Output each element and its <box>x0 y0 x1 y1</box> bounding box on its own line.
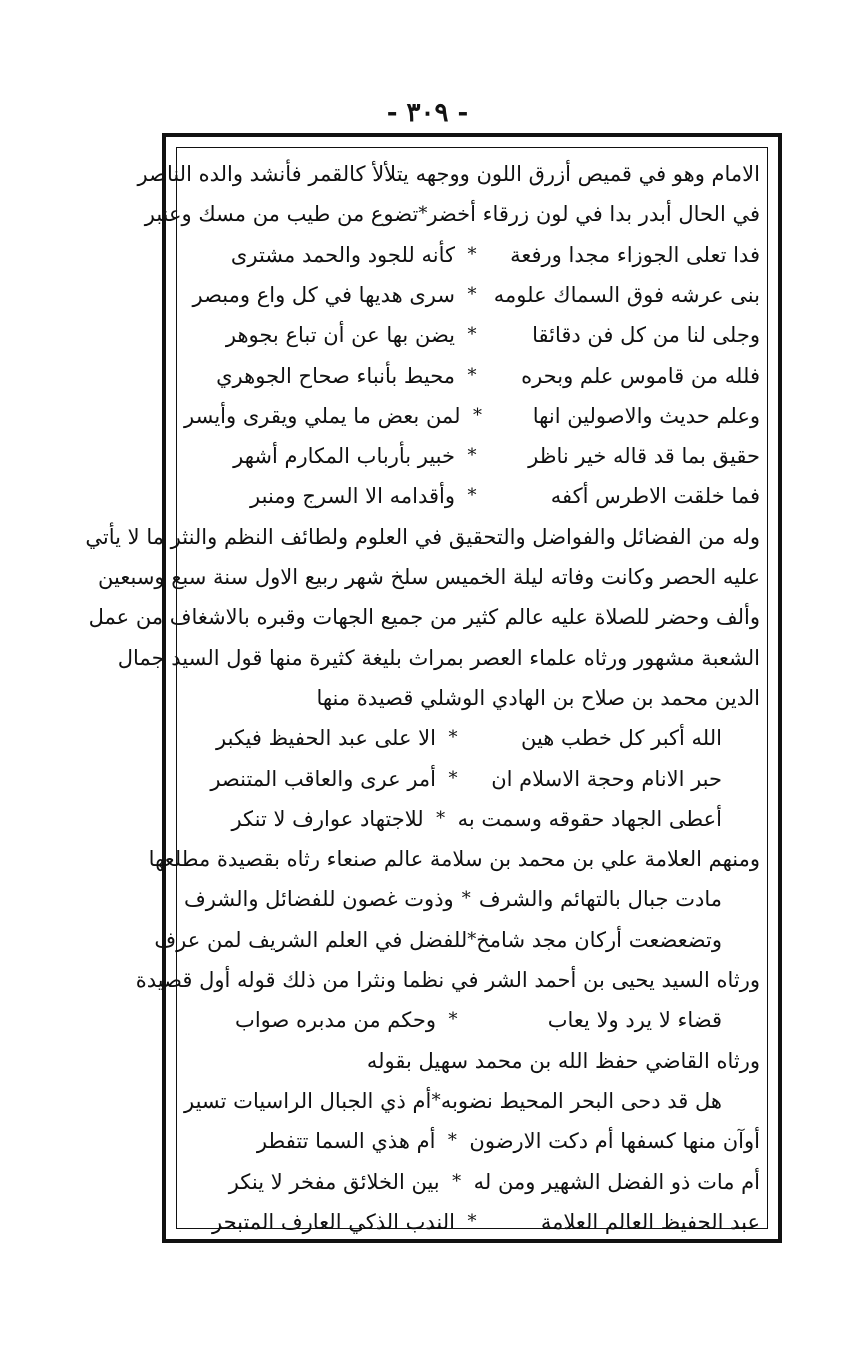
verse-line <box>184 473 760 519</box>
verse-separator: * <box>431 1089 441 1111</box>
verse-first-hemistich: أوآن منها كسفها أم دكت الارضون <box>469 1129 760 1154</box>
verse-separator: * <box>447 1130 457 1152</box>
verse-separator: * <box>467 243 477 265</box>
verse-second-hemistich: بين الخلائق مفخر لا ينكر <box>228 1169 440 1194</box>
verse-separator: * <box>467 485 477 507</box>
verse-first-hemistich: حقيق بما قد قاله خير ناظر <box>528 444 760 469</box>
verse-second-hemistich: وأقدامه الا السرج ومنبر <box>250 484 455 509</box>
prose-line: الدين محمد بن صلاح بن الهادي الوشلي قصيدة منها <box>316 685 760 710</box>
verse-second-hemistich: للاجتهاد عوارف لا تنكر <box>231 806 424 831</box>
page-number: - ٣٠٩ - <box>386 98 469 128</box>
verse-line <box>144 191 760 237</box>
verse-first-hemistich: هل قد دحى البحر المحيط نضوبه <box>440 1088 722 1113</box>
verse-separator: * <box>436 807 446 829</box>
verse-line <box>184 433 760 479</box>
verse-separator: * <box>467 1210 477 1232</box>
verse-first-hemistich: عبد الحفيظ العالم العلامة <box>540 1209 760 1234</box>
verse-second-hemistich: وذوت غصون للفضائل والشرف <box>184 887 454 912</box>
verse-second-hemistich: سرى هديها في كل واع ومبصر <box>192 282 455 307</box>
prose-line: الشعبة مشهور ورثاه علماء العصر بمراث بليغة كثيرة منها قول السيد جمال <box>117 645 760 670</box>
verse-second-hemistich: تضوع من طيب من مسك وعنبر <box>144 202 419 227</box>
verse-line <box>184 1199 760 1245</box>
prose-line: وألف وحضر للصلاة عليه عالم كثير من جميع الجهات وقبره بالاشغاف من عمل <box>88 605 760 630</box>
verse-line <box>184 393 760 439</box>
verse-second-hemistich: محيط بأنباء صحاح الجوهري <box>216 363 455 388</box>
verse-separator: * <box>452 1170 462 1192</box>
prose-line: الامام وهو في قميص أزرق اللون ووجهه يتلألأ كالقمر فأنشد والده الناصر <box>137 162 760 186</box>
verse-first-hemistich: بنى عرشه فوق السماك علومه <box>493 282 760 307</box>
verse-separator: * <box>467 364 477 386</box>
verse-first-hemistich: قضاء لا يرد ولا يعاب <box>547 1008 722 1033</box>
verse-line <box>184 876 760 922</box>
prose-line: ورثاه السيد يحيى بن أحمد الشر في نظما ونثرا من ذلك قوله أول قصيدة <box>135 968 760 992</box>
prose-line: عليه الحصر وكانت وفاته ليلة الخميس سلخ شهر ربيع الاول سنة سبع وسبعين <box>98 565 760 589</box>
verse-line <box>154 917 760 963</box>
verse-separator: * <box>467 283 477 305</box>
verse-second-hemistich: أم هذي السما تتفطر <box>256 1129 436 1154</box>
verse-second-hemistich: كأنه للجود والحمد مشترى <box>230 242 455 267</box>
verse-first-hemistich: مادت جبال بالتهائم والشرف <box>478 887 722 912</box>
verse-line <box>184 997 760 1043</box>
verse-line <box>184 272 760 318</box>
text-frame <box>85 133 782 1243</box>
verse-first-hemistich: حبر الانام وحجة الاسلام ان <box>491 766 722 791</box>
verse-line <box>184 1078 760 1124</box>
verse-first-hemistich: فدا تعلى الجوزاء مجدا ورفعة <box>510 242 760 267</box>
verse-line <box>184 756 760 802</box>
prose-line: وله من الفضائل والفواضل والتحقيق في العلوم ولطائف النظم والنثر ما لا يأتي <box>85 524 760 549</box>
verse-second-hemistich: لمن بعض ما يملي ويقرى وأيسر <box>184 403 461 428</box>
verse-second-hemistich: الندب الذكي العارف المتبحر <box>211 1209 455 1234</box>
verse-separator: * <box>448 727 458 749</box>
verse-separator: * <box>448 1009 458 1031</box>
verse-first-hemistich: فلله من قاموس علم وبحره <box>521 363 760 388</box>
verse-line <box>184 312 760 358</box>
verse-second-hemistich: أمر عرى والعاقب المتنصر <box>210 766 436 791</box>
verse-first-hemistich: أم مات ذو الفضل الشهير ومن له <box>473 1169 760 1194</box>
verse-first-hemistich: أعطى الجهاد حقوقه وسمت به <box>457 806 722 831</box>
verse-line <box>184 1159 760 1205</box>
prose-line: ورثاه القاضي حفظ الله بن محمد سهيل بقوله <box>366 1048 760 1073</box>
verse-line <box>184 1118 760 1164</box>
verse-first-hemistich: الله أكبر كل خطب هين <box>520 726 722 751</box>
verse-separator: * <box>461 888 471 910</box>
verse-separator: * <box>448 767 458 789</box>
verse-second-hemistich: الا على عبد الحفيظ فيكبر <box>216 726 436 751</box>
verse-second-hemistich: أم ذي الجبال الراسيات تسير <box>184 1088 432 1113</box>
verse-second-hemistich: يضن بها عن أن تباع بجوهر <box>225 323 455 348</box>
verse-line <box>184 796 760 842</box>
verse-first-hemistich: وجلى لنا من كل فن دقائقا <box>532 323 760 348</box>
verse-separator: * <box>467 445 477 467</box>
verse-first-hemistich: وتضعضعت أركان مجد شامخ <box>476 927 722 952</box>
verse-separator: * <box>472 404 482 426</box>
verse-separator: * <box>418 203 428 225</box>
verse-separator: * <box>467 324 477 346</box>
verse-second-hemistich: وحكم من مدبره صواب <box>235 1008 436 1033</box>
verse-first-hemistich: وعلم حديث والاصولين انها <box>532 403 760 428</box>
verse-line <box>184 232 760 278</box>
prose-line: ومنهم العلامة علي بن محمد بن سلامة عالم صنعاء رثاه بقصيدة مطلعها <box>148 847 760 872</box>
verse-second-hemistich: للفضل في العلم الشريف لمن عرف <box>154 927 468 952</box>
verse-first-hemistich: في الحال أبدر بدا في لون زرقاء أخضر <box>427 202 760 227</box>
verse-line <box>184 715 760 761</box>
verse-second-hemistich: خبير بأرباب المكارم أشهر <box>233 444 455 469</box>
verse-first-hemistich: فما خلقت الاطرس أكفه <box>550 484 760 509</box>
verse-separator: * <box>467 928 477 950</box>
verse-line <box>184 353 760 399</box>
